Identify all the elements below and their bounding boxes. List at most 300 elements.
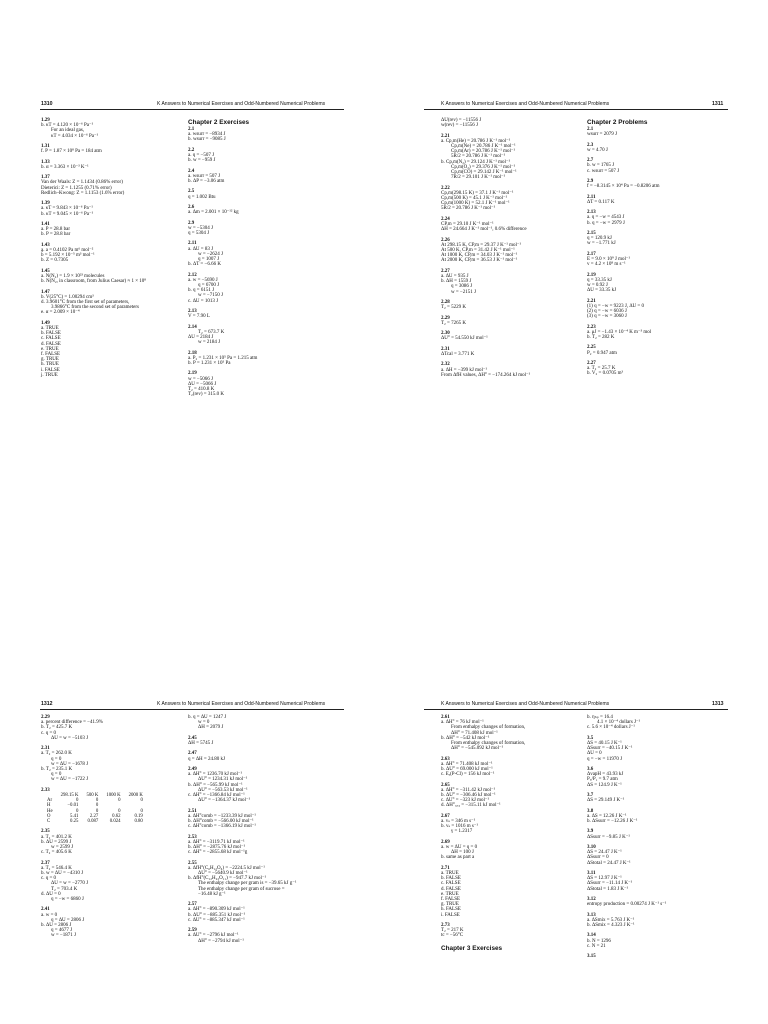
answer-line: b. ΔH° = −2875.76 kJ mol⁻¹ (188, 845, 246, 850)
problem-number: 3.9 (587, 829, 594, 835)
problem-number: 2.11 (188, 241, 197, 247)
answer-line: q = 1007 J (198, 256, 220, 262)
answer-line: (2) q = −w = 6036 J (587, 308, 627, 314)
problem-number: 3.13 (587, 912, 596, 918)
answer-line: h. FALSE (441, 907, 461, 913)
answer-line: T₂ = 217 K (441, 928, 464, 934)
answer-line: b. P = 1.231 × 10⁵ Pa (188, 360, 231, 366)
chapter-heading: Chapter 2 Problems (587, 119, 648, 126)
problem-number: 1.47 (41, 289, 50, 295)
table-cell: 0 (95, 803, 99, 809)
answer-line: q = 6700 J (198, 282, 220, 288)
table-cell: C (47, 819, 51, 825)
answer-line: w = ΔU = −1722 J (51, 777, 89, 783)
problem-number: 1.45 (41, 268, 50, 274)
answer-line: b. w = 1765 J (587, 163, 615, 169)
answer-line: ΔH° = 71.408 kJ mol⁻¹ (451, 730, 498, 736)
answer-line: At 2000 K, CP,m = 36.53 J K⁻¹ mol⁻¹ (441, 258, 518, 264)
chapter-heading: Chapter 2 Exercises (188, 119, 250, 126)
answer-line: q = 5304 J (188, 230, 210, 236)
problem-number: 3.15 (587, 954, 596, 960)
answers-column-left (41, 715, 147, 939)
answer-line: c. FALSE (441, 881, 461, 887)
answer-line: b. T₂ = 282 K (587, 334, 615, 340)
header-rule (40, 709, 344, 710)
table-cell: Ar (47, 798, 53, 804)
problem-number: 3.6 (587, 767, 594, 772)
answer-line: From ΔfH values, ΔH° = −174.264 kJ mol⁻¹ (441, 372, 531, 378)
answer-line: ΔStotal = 1.83 J K⁻¹ (587, 886, 629, 892)
answer-line: 5R/2 = 20.786 J K⁻¹ mol⁻¹ (451, 154, 506, 160)
answer-line: b. ΔU° = 69.000 kJ mol⁻¹ (441, 767, 493, 773)
answer-line: ΔS = 12.97 J K⁻¹ (587, 876, 622, 882)
answer-line: E = 9.0 × 10⁹ J mol⁻¹ (587, 256, 631, 262)
answer-line: a. T₂ = 546.4 K (41, 865, 72, 871)
answer-line: Cp,m(Ar) = 20.786 J K⁻¹ mol⁻¹ (451, 149, 516, 155)
answer-line: w = −5304 J (188, 225, 213, 231)
answer-line: ΔSsurr = −9.85 J K⁻¹ (587, 834, 630, 840)
answer-line: ΔU(rev) = −11556 J (441, 118, 482, 123)
answer-line: a. TRUE (441, 871, 459, 877)
problem-number: 2.17 (587, 251, 596, 257)
table-cell: 0 (95, 808, 99, 814)
answer-line: T₂ = 5229 K (441, 305, 466, 311)
answer-line: w(rev) = −11556 J (441, 123, 478, 129)
answer-line: j. TRUE (41, 372, 58, 378)
problem-number: 2.51 (188, 808, 197, 814)
problem-number: 1.49 (41, 320, 50, 326)
problem-number: 2.11 (587, 194, 596, 200)
answers-column-left (441, 715, 525, 953)
problem-number: 2.15 (587, 230, 596, 236)
answer-line: a. ΔH° = 76 kJ mol⁻¹ (441, 720, 484, 726)
answer-line: d. 3.9601°C from the first set of parameters, (41, 299, 130, 305)
table-cell: 0 (76, 808, 79, 814)
answer-line: At 298.15 K, CP,m = 29.37 J K⁻¹ mol⁻¹ (441, 242, 521, 248)
answer-line: w = −2624 J (198, 251, 223, 257)
table-cell: O (47, 813, 51, 819)
answer-line: b. V₂ = 0.0705 m³ (587, 371, 623, 377)
problem-number: 2.7 (587, 158, 594, 164)
page-number: 1311 (712, 101, 724, 107)
answer-line: ΔTcal = 3.771 K (441, 352, 475, 357)
problem-number: 2.18 (188, 350, 197, 356)
problem-number: 2.13 (188, 308, 197, 314)
answer-line: ΔS = 29.149 J K⁻¹ (587, 798, 625, 804)
answer-line: From enthalpy changes of formation, (451, 741, 526, 747)
answer-line: b. V(25°C) = 1.00294 cm³ (41, 294, 94, 300)
answer-line: ΔH° = −2794 kJ mol⁻¹ (198, 938, 244, 944)
answer-line: T₂ = 673.7 K (198, 329, 225, 335)
problem-number: 2.21 (587, 298, 596, 304)
answer-line: b. Z = 0.7305 (41, 258, 69, 264)
answer-line: b. ΔH° = −565.99 kJ mol⁻¹ (188, 782, 243, 788)
answer-line: ΔU° = −1364.37 kJ mol⁻¹ (198, 798, 251, 804)
answer-line: ΔS = 124.9 J K⁻¹ (587, 782, 622, 788)
answer-line: ΔU° = 54.550 kJ mol⁻¹ (441, 336, 488, 342)
answer-line: c. N = 21 (587, 943, 606, 949)
answer-line: c. ΔU = 1013 J (188, 298, 219, 304)
answer-line: h. TRUE (41, 362, 59, 368)
table-cell: He (47, 808, 53, 814)
header-rule (40, 109, 344, 110)
answer-line: i. FALSE (41, 367, 60, 373)
table-cell: 2.27 (89, 813, 99, 819)
answer-line: b. T₂ = 425.7 K (41, 725, 73, 731)
answer-line: a. wsurr = −8934 J (188, 132, 226, 138)
answer-line: c. ΔU° = −885.347 kJ mol⁻¹ (188, 917, 245, 923)
answer-line: b. α = 3.363 × 10⁻³ K⁻¹ (41, 164, 89, 170)
answers-column-right (587, 118, 660, 377)
answer-line: b. ΔSmix = 4.323 J K⁻¹ (587, 922, 635, 928)
page-1310 (0, 0, 384, 512)
running-header: K Answers to Numerical Exercises and Odd-Numbered Numerical Problems (441, 101, 610, 107)
answer-line: c. Eₐ(P-Cl) = 156 kJ mol⁻¹ (441, 772, 495, 778)
problem-number: 2.24 (441, 216, 450, 222)
problem-number: 2.65 (441, 782, 450, 788)
answer-line: b. κT = 4.120 × 10⁻⁶ Pa⁻¹ (41, 123, 94, 129)
answer-line: Dieterici: Z = 1.1255 (0.71% error) (41, 185, 112, 191)
answer-line: T₂ = 7265 K (441, 320, 466, 326)
answer-line: a. ΔfH°(C₆H₁₂O₆) = −2224.5 kJ mol⁻¹ (188, 865, 265, 871)
page-1312 (0, 512, 384, 1024)
answer-line: a. vₛ = 346 m s⁻¹ (441, 819, 476, 825)
answer-line: ΔU = 2184 J (188, 334, 214, 340)
answer-line: b. ΔT = −6.66 K (188, 262, 221, 268)
problem-number: 3.14 (587, 933, 596, 939)
answer-line: a. ΔH° = −890.309 kJ mol⁻¹ (188, 907, 245, 913)
answer-line: b. κT = 9.045 × 10⁻⁶ Pa⁻¹ (41, 211, 94, 217)
answer-line: At 1000 K, CP,m = 34.03 J K⁻¹ mol⁻¹ (441, 253, 518, 259)
answer-line: ΔU° = 1234.31 kJ mol⁻¹ (198, 777, 248, 783)
answer-line: q = 4677 J (51, 928, 73, 934)
answer-line: 7R/2 = 29.101 J K⁻¹ mol⁻¹ (451, 175, 506, 181)
answer-line: w = ΔU = −1678 J (51, 761, 89, 767)
answer-line: (3) q = −w = 3060 J (587, 314, 627, 320)
answer-line: a. T₂ = 262.0 K (41, 751, 72, 757)
answers-column-right (188, 118, 257, 397)
problem-number: 2.28 (441, 300, 450, 306)
answer-line: a. TRUE (41, 325, 59, 331)
problem-number: 3.7 (587, 793, 594, 798)
problem-number: 2.22 (441, 185, 450, 191)
answer-line: c. FALSE (41, 336, 61, 342)
problem-number: 2.26 (441, 237, 450, 243)
answer-line: b. ΔfH°(C₁₂H₂₂O₁₁) = −947.7 kJ mol⁻¹ (188, 876, 267, 882)
answer-line: w = −1.771 kJ (587, 241, 616, 247)
answer-line: b. ΔU° = −306.46 kJ mol⁻¹ (441, 793, 496, 799)
answer-line: Cp,m(1000 K) = 52.1 J K⁻¹ mol⁻¹ (441, 201, 510, 207)
table-cell: 0.024 (109, 819, 121, 825)
answer-line: q = 0 (51, 756, 62, 762)
answer-line: d. ΔH°₃₇₃ = −315.11 kJ mol⁻¹ (441, 803, 501, 809)
table-cell: 5.41 (70, 813, 79, 819)
answer-line: T₂ = 410.8 K (188, 386, 215, 392)
answer-line: b. N(N₂, in classroom, from Julius Caesar) ≈ 1 × 10⁸ (41, 279, 147, 285)
answer-line: ΔSsurr = −11.14 J K⁻¹ (587, 881, 633, 887)
problem-number: 2.45 (188, 735, 197, 741)
table-header-cell: 2000 K (128, 793, 143, 799)
answer-line: (1) q = −w = 9223 J, ΔU = 0 (587, 303, 644, 309)
answer-line: a. T₂ = 401.2 K (41, 834, 72, 840)
answer-line: γ = 1.2317 (451, 829, 473, 835)
answer-line: b. N = 1296 (587, 938, 611, 944)
answer-line: b. FALSE (41, 331, 61, 337)
answer-line: a. wsurr = 507 J (188, 173, 221, 179)
answer-line: ΔU° = −5640.9 kJ mol⁻¹ (198, 871, 248, 876)
problem-number: 2.63 (441, 756, 450, 762)
answer-line: c. T₂ = 405.6 K (41, 850, 72, 856)
answer-line: a. ΔH° = −3119.71 kJ mol⁻¹ (188, 839, 245, 845)
answer-line: w = 2184 J (198, 340, 221, 346)
answer-line: b. q = 6151 J (188, 288, 215, 294)
answer-line: c. ΔU° = −323 kJ mol⁻¹ (441, 798, 490, 804)
problem-number: 3.10 (587, 844, 596, 850)
table-cell: H (47, 803, 51, 809)
problem-number: 1.31 (41, 144, 50, 149)
table-cell: 0 (76, 798, 79, 804)
problem-number: 2.49 (188, 766, 197, 772)
answer-line: q = 33.35 kJ (587, 277, 612, 283)
problem-number: 1.41 (41, 221, 50, 227)
answer-line: The enthalpy change per gram of sucrose = (198, 886, 285, 892)
table-header-cell: 1000 K (106, 793, 121, 799)
answer-line: ΔH = 5745 J (188, 741, 214, 746)
answer-line: i. FALSE (441, 912, 460, 918)
answer-line: ΔH° = −545.092 kJ mol⁻¹ (451, 746, 504, 752)
answer-line: b. P = 28.8 bar (41, 232, 71, 238)
answer-line: d. FALSE (441, 886, 461, 892)
answer-line: b. q = −w = 2979 J (587, 220, 625, 226)
problem-number: 3.8 (587, 808, 594, 814)
answer-line: a. T₂ = 25.7 K (587, 366, 616, 372)
problem-number: 1.39 (41, 201, 50, 207)
table-cell: 0.087 (87, 819, 99, 825)
answer-line: a. Cp,m(He) = 20.786 J K⁻¹ mol⁻¹ (441, 138, 511, 144)
answer-line: f. FALSE (41, 352, 61, 357)
problem-number: 1.29 (41, 118, 50, 123)
answer-line: For an ideal gas, (51, 128, 85, 134)
table-header-cell: 298.15 K (60, 793, 79, 799)
problem-number: 2.14 (188, 324, 197, 330)
answer-line: 5R/2 = 20.786 J K⁻¹ mol⁻¹ (441, 206, 496, 212)
problem-number: 2.27 (587, 360, 596, 366)
problem-number: 3.12 (587, 896, 596, 902)
problem-number: 2.1 (587, 127, 594, 132)
answer-line: ΔU = w = −5103 J (51, 735, 89, 741)
answer-line: q = ΔU = 2806 J (51, 917, 85, 923)
answer-line: V = 7.90 L (188, 314, 210, 320)
answer-line: q = −w = 11970 J (587, 756, 623, 762)
table-cell: 0.80 (134, 819, 143, 825)
header-rule (424, 109, 728, 110)
problem-number: 2.69 (441, 839, 450, 845)
answer-line: Cp,m(Ne) = 20.786 J K⁻¹ mol⁻¹ (451, 144, 516, 149)
problem-number: 2.9 (188, 220, 195, 226)
answer-line: a. P = 28.8 bar (41, 227, 71, 233)
problem-number: 2.25 (587, 345, 596, 351)
problem-number: 2.23 (587, 324, 596, 330)
answer-line: ΔH = 2079 J (198, 725, 224, 731)
answer-line: b. ΔH°comb = −566.00 kJ mol⁻¹ (188, 819, 254, 824)
answers-column-left (41, 118, 146, 378)
page-number: 1313 (712, 701, 724, 707)
problem-number: 1.37 (41, 175, 50, 181)
problem-number: 2.6 (188, 204, 195, 210)
problem-number: 2.32 (441, 362, 450, 368)
answer-line: ΔT = 0.117 K (587, 199, 615, 205)
table-cell: 0 (118, 808, 121, 814)
answer-line: κT = 4.034 × 10⁻⁶ Pa⁻¹ (51, 133, 99, 139)
answers-column-right (188, 715, 296, 944)
answer-line: entropy production = 0.00274 J K⁻¹ s⁻¹ (587, 902, 667, 908)
answer-line: ΔStotal = 24.47 J K⁻¹ (587, 860, 631, 866)
answer-line: a. ΔU = 935 J (441, 274, 469, 280)
answer-line: ΔS = 40.15 J K⁻¹ (587, 741, 622, 746)
answer-line: e. TRUE (441, 891, 459, 897)
answer-line: b. Cp,m(N₂) = 29.124 J K⁻¹ mol⁻¹ (441, 159, 511, 165)
answer-line: a. w = 0 (41, 912, 58, 918)
answer-line: P₃/P₁ = 9.7 atm (587, 777, 618, 783)
answer-line: f = −8.3145 × 10⁴ Pa = −0.8206 atm (587, 184, 660, 190)
answer-line: ΔvapH = 43.93 kJ (587, 772, 624, 778)
answer-line: b. FALSE (441, 876, 461, 882)
answer-line: ΔH = 100 J (451, 850, 474, 856)
header-rule (424, 709, 728, 710)
answer-line: a. q = −507 J (188, 153, 215, 158)
answer-line: a. Δm = 2.001 × 10⁻¹² kg (188, 210, 239, 216)
problem-number: 2.29 (441, 315, 450, 321)
answer-line: w = −2151 J (451, 289, 476, 295)
problem-number: 2.19 (188, 371, 197, 377)
answer-line: b. vₛ = 1016 m s⁻¹ (441, 824, 478, 830)
answer-line: a. w = −5690 J (188, 277, 218, 283)
running-header: K Answers to Numerical Exercises and Odd-Numbered Numerical Problems (441, 701, 610, 707)
answer-line: a. ΔH° = 1236.70 kJ mol⁻¹ (188, 772, 242, 778)
answer-line: b̃ = 5.192 × 10⁻⁵ m³ mol⁻¹ (41, 253, 95, 259)
answer-line: b. ΔH° = −542 kJ mol⁻¹ (441, 735, 490, 741)
answer-line: f. FALSE (441, 897, 461, 903)
answer-line: ΔS = 24.47 J K⁻¹ (587, 850, 622, 856)
problem-number: 2.31 (441, 346, 450, 352)
answer-line: c. wsurr = 507 J (587, 168, 620, 174)
answer-line: q = 3086 J (451, 284, 473, 290)
answer-line: ΔU = 33.35 kJ (587, 288, 617, 294)
answer-line: b. w = −959 J (188, 158, 216, 164)
answer-line: ΔSsurr = −40.15 J K⁻¹ (587, 746, 633, 752)
answer-line: a. μJ = −1.43 × 10⁻⁴ K m⁻³ mol (587, 329, 652, 335)
answer-line: a. ΔH° = −311.42 kJ mol⁻¹ (441, 787, 496, 793)
answer-line: f. P = 1.87 × 10⁸ Pa = 184 atm (41, 149, 102, 155)
answer-line: Cp,m(CO) = 29.142 J K⁻¹ mol⁻¹ (451, 170, 517, 176)
answer-line: w = −7150 J (198, 293, 223, 299)
problem-number: 3.5 (587, 735, 594, 741)
answer-line: ΔU = w = −2770 J (51, 881, 89, 887)
problem-number: 2.33 (41, 787, 50, 793)
answers-column-right (587, 715, 666, 959)
answer-line: ΔSsurr = 0 (587, 855, 609, 861)
answer-line: a. P₂ = 1.231 × 10⁵ Pa = 1.215 atm (188, 355, 258, 361)
answer-line: a. ΔH = −399 kJ mol⁻¹ (441, 367, 488, 373)
table-cell: 0.25 (70, 819, 79, 825)
problem-number: 2.37 (41, 860, 50, 866)
answer-line: a. ΔU = 83 J (188, 246, 214, 252)
answer-line: wsurr = 2079 J (587, 132, 617, 138)
answer-line: The enthalpy change per gram is = −39.65 kJ g⁻¹ (198, 881, 297, 887)
table-cell: 0 (140, 798, 143, 804)
table-cell: 0 (118, 798, 121, 804)
problem-number: 2.29 (41, 715, 50, 720)
answer-line: g. TRUE (441, 902, 459, 908)
problem-number: 2.1 (188, 127, 195, 132)
table-cell: 0.19 (134, 813, 143, 819)
answer-line: w = 0 (198, 720, 210, 726)
answer-line: −16.48 kJ g⁻¹ (198, 891, 226, 897)
answer-line: b. ΔP = −3.06 atm (188, 179, 225, 184)
problem-number: 2.4 (188, 168, 195, 174)
answer-line: ΔU° = −563.53 kJ mol⁻¹ (198, 787, 248, 793)
problem-number: 2.3 (587, 142, 594, 148)
problem-number: 1.43 (41, 242, 50, 248)
problem-number: 2.53 (188, 834, 197, 840)
problem-number: 2.55 (188, 860, 197, 866)
answer-line: c. q = 0 (41, 730, 57, 736)
answer-line: a. N(N₂) = 1.9 × 10²³ molecules (41, 273, 105, 279)
answer-line: From enthalpy changes of formation, (451, 725, 526, 731)
page-number: 1312 (41, 701, 53, 707)
answer-line: v = 4.2 × 10⁸ m s⁻¹ (587, 262, 626, 268)
answer-line: c. ΔH° = −2855.68 kJ mol⁻¹g (188, 850, 248, 856)
running-header: K Answers to Numerical Exercises and Odd-Numbered Numerical Problems (157, 101, 326, 107)
table-cell: −0.01 (67, 803, 79, 809)
answer-line: a. q = −w = 4543 J (587, 215, 625, 221)
answer-line: q = −w = 6860 J (51, 897, 84, 903)
answer-line: q = 0 (51, 772, 62, 778)
answer-line: 4.1 × 10⁻⁴ dollars J⁻¹ (597, 720, 641, 726)
answer-line: a. ΔH° = 71.408 kJ mol⁻¹ (441, 761, 493, 767)
answer-line: a. ΔS = 12.26 J K⁻¹ (587, 813, 627, 819)
problem-number: 2.71 (441, 865, 450, 871)
answer-line: a. κT = 9.843 × 10⁻⁶ Pa⁻¹ (41, 206, 93, 212)
answer-line: d. ΔU = 0 (41, 891, 61, 897)
answer-line: ΔU = −5066 J (188, 381, 217, 387)
problem-number: 3.11 (587, 870, 596, 876)
answer-line: w = 2599 J (51, 845, 74, 851)
answer-line: a. ΔSmix = 5.763 J K⁻¹ (587, 917, 635, 923)
answer-line: w = −1871 J (51, 933, 76, 939)
problem-number: 2.30 (441, 331, 450, 337)
answer-line: b. ηₕₚ = 16.4 (587, 715, 613, 720)
problem-number: 2.12 (188, 272, 197, 278)
answer-line: ΔH = 24.664 J K⁻¹ mol⁻¹, 0.6% difference (441, 227, 527, 233)
answer-line: T₂ = 703.4 K (51, 886, 78, 892)
table-cell: 0.62 (112, 813, 121, 819)
problem-number: 1.33 (41, 159, 50, 165)
problem-number: 2.61 (441, 715, 450, 720)
data-table (41, 793, 147, 824)
answer-line: b. ΔU° = −885.351 kJ mol⁻¹ (188, 912, 246, 918)
answer-line: b. ΔH = 1559 J (441, 279, 472, 285)
table-header-cell: 500 K (86, 793, 99, 799)
problem-number: 2.21 (441, 133, 450, 139)
problem-number: 2.27 (441, 268, 450, 274)
answer-line: b. wsurr = −9085 J (188, 137, 226, 143)
answer-line: b. same as part a (441, 855, 475, 861)
problem-number: 2.5 (188, 189, 195, 195)
answer-line: c. q = 0 (41, 876, 57, 882)
answer-line: a. ΔU° = −2796 kJ mol⁻¹ (188, 933, 239, 939)
answer-line: w = 0.92 J (587, 282, 608, 288)
